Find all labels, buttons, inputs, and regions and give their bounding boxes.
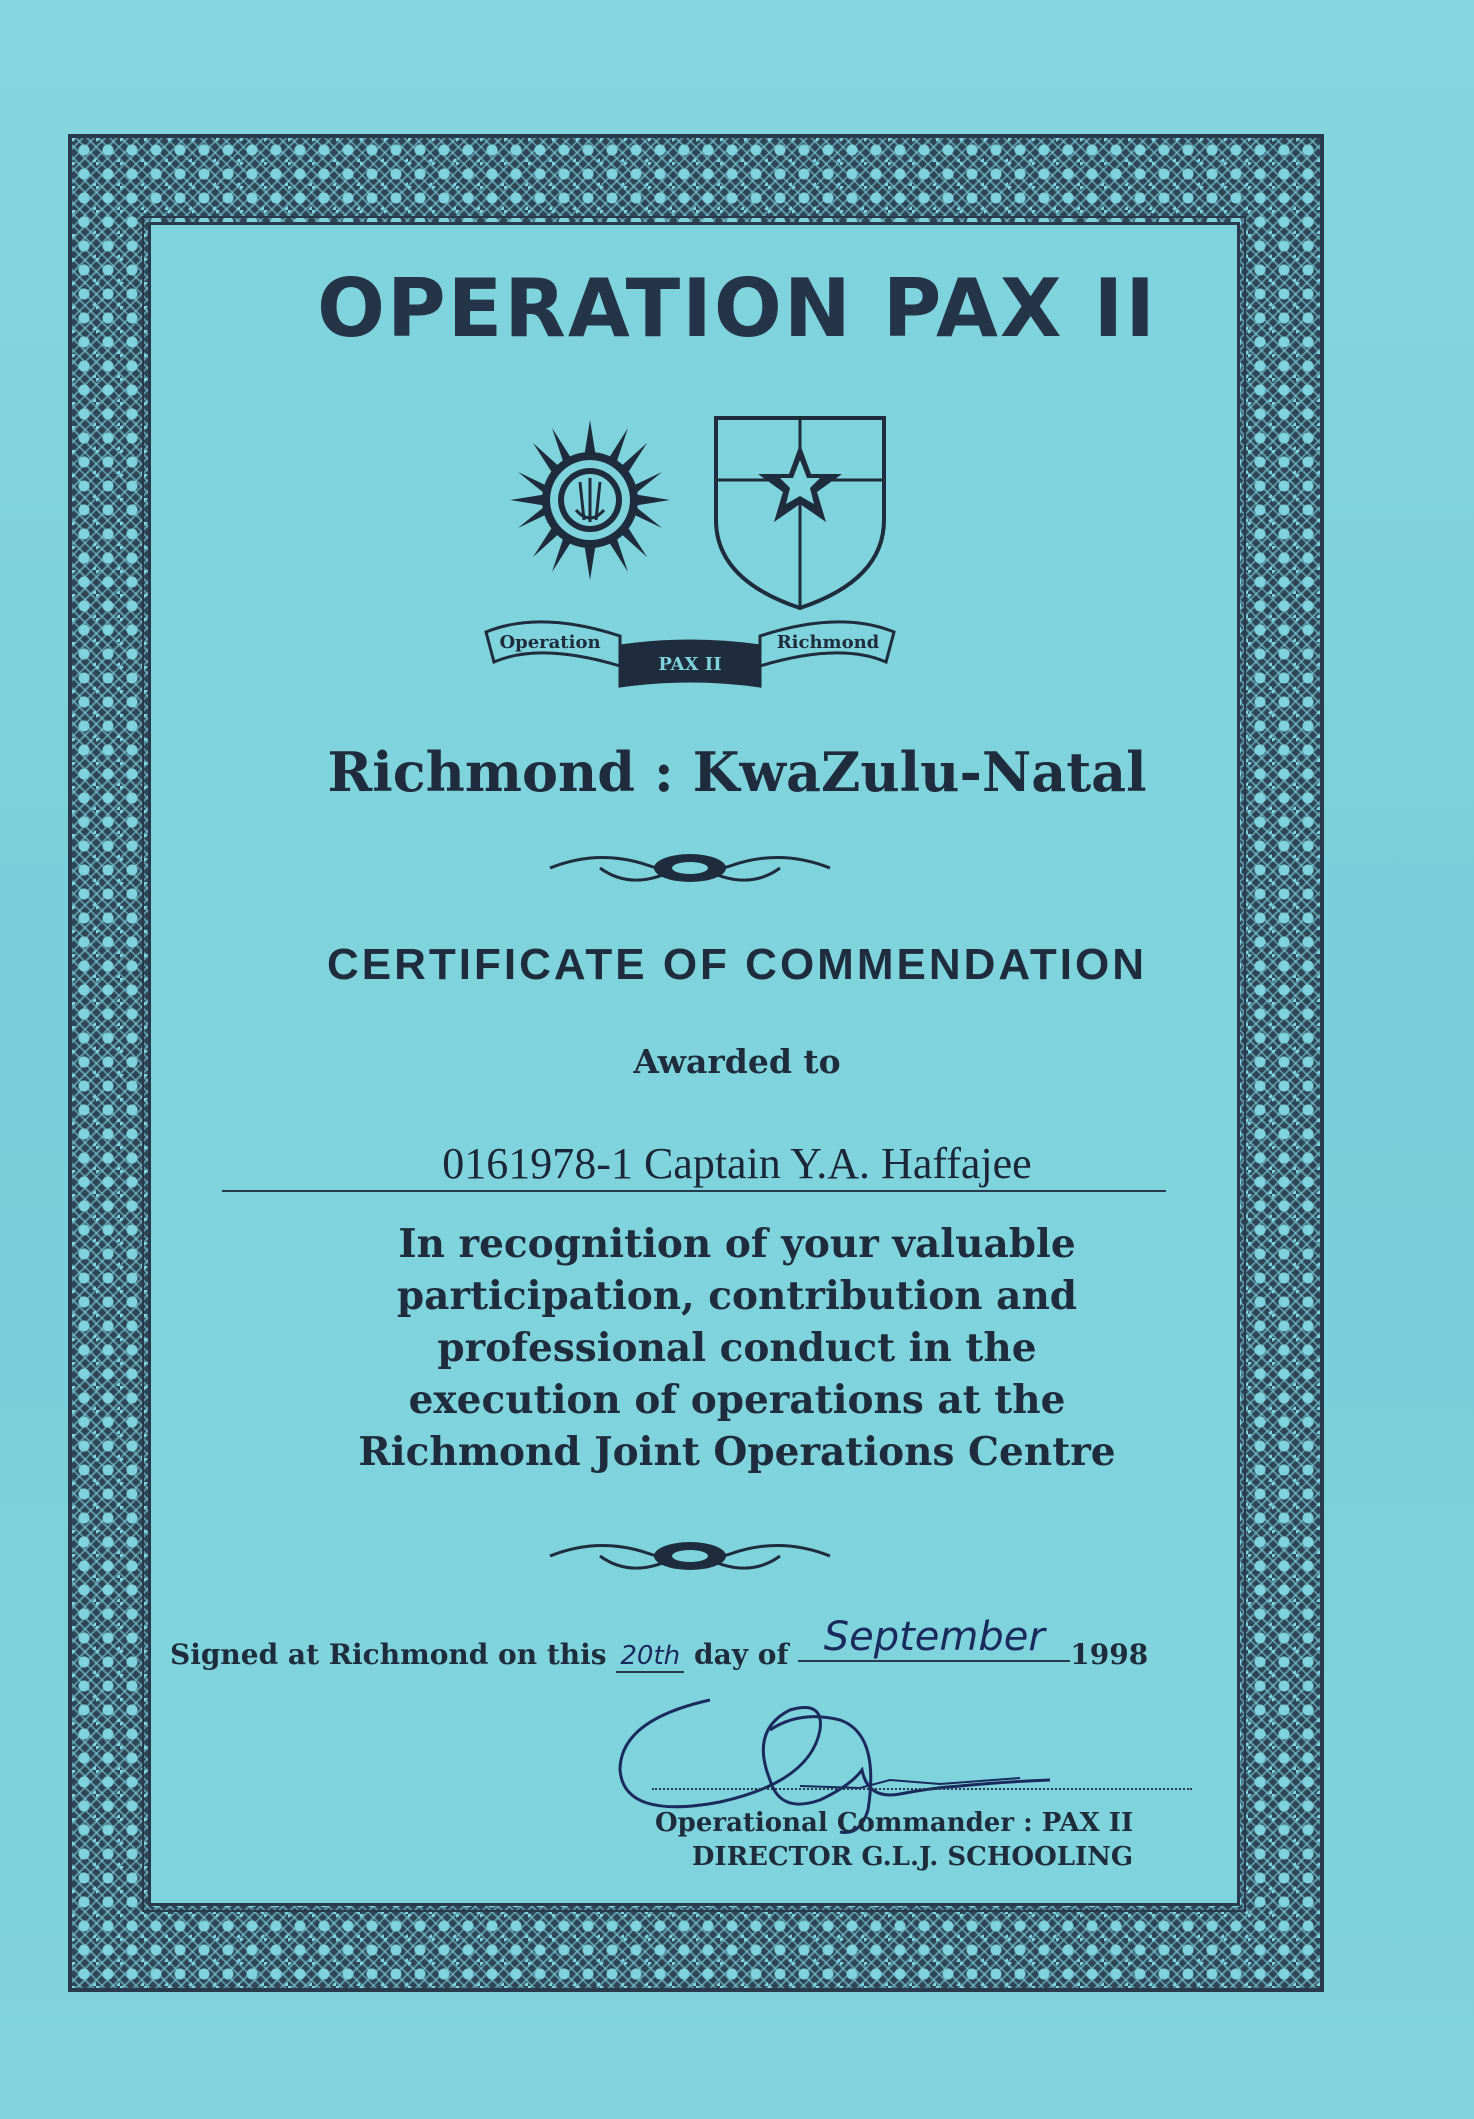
signed-month: September bbox=[798, 1614, 1070, 1662]
shield-star-emblem bbox=[716, 418, 884, 608]
signed-prefix: Signed at Richmond on this bbox=[170, 1638, 607, 1671]
commendation-line: Richmond Joint Operations Centre bbox=[358, 1429, 1116, 1475]
signatory-title: Operational Commander : PAX II bbox=[655, 1808, 1134, 1838]
emblems bbox=[480, 410, 900, 710]
commendation-text bbox=[0, 1218, 1474, 1478]
commendation-line: participation, contribution and bbox=[396, 1273, 1078, 1319]
commendation-line: execution of operations at the bbox=[408, 1377, 1066, 1423]
commendation-line: In recognition of your valuable bbox=[398, 1221, 1076, 1267]
signatory-block bbox=[655, 1806, 1133, 1874]
scroll-center-text: PAX II bbox=[658, 654, 722, 675]
recipient-underline bbox=[222, 1190, 1166, 1192]
commendation-line: professional conduct in the bbox=[437, 1325, 1037, 1371]
ornament-flourish-top bbox=[540, 838, 840, 898]
certificate-title: OPERATION PAX II bbox=[316, 262, 1157, 355]
certificate-heading: CERTIFICATE OF COMMENDATION bbox=[327, 940, 1147, 989]
recipient-name: 0161978-1 Captain Y.A. Haffajee bbox=[442, 1139, 1032, 1188]
signature-line bbox=[652, 1788, 1192, 1790]
signing-line bbox=[170, 1614, 1210, 1676]
location-heading: Richmond : KwaZulu-Natal bbox=[327, 740, 1147, 804]
scroll-right-text: Richmond bbox=[776, 632, 880, 653]
police-star-badge bbox=[510, 420, 670, 580]
ornament-flourish-bottom bbox=[540, 1526, 840, 1586]
awarded-to-label: Awarded to bbox=[633, 1042, 841, 1081]
signed-year: 1998 bbox=[1070, 1638, 1149, 1671]
scroll-left-text: Operation bbox=[499, 632, 601, 653]
signed-middle: day of bbox=[694, 1638, 789, 1671]
signed-day: 20th bbox=[616, 1641, 684, 1673]
motto-scroll bbox=[486, 622, 894, 686]
signatory-name: DIRECTOR G.L.J. SCHOOLING bbox=[691, 1842, 1134, 1872]
